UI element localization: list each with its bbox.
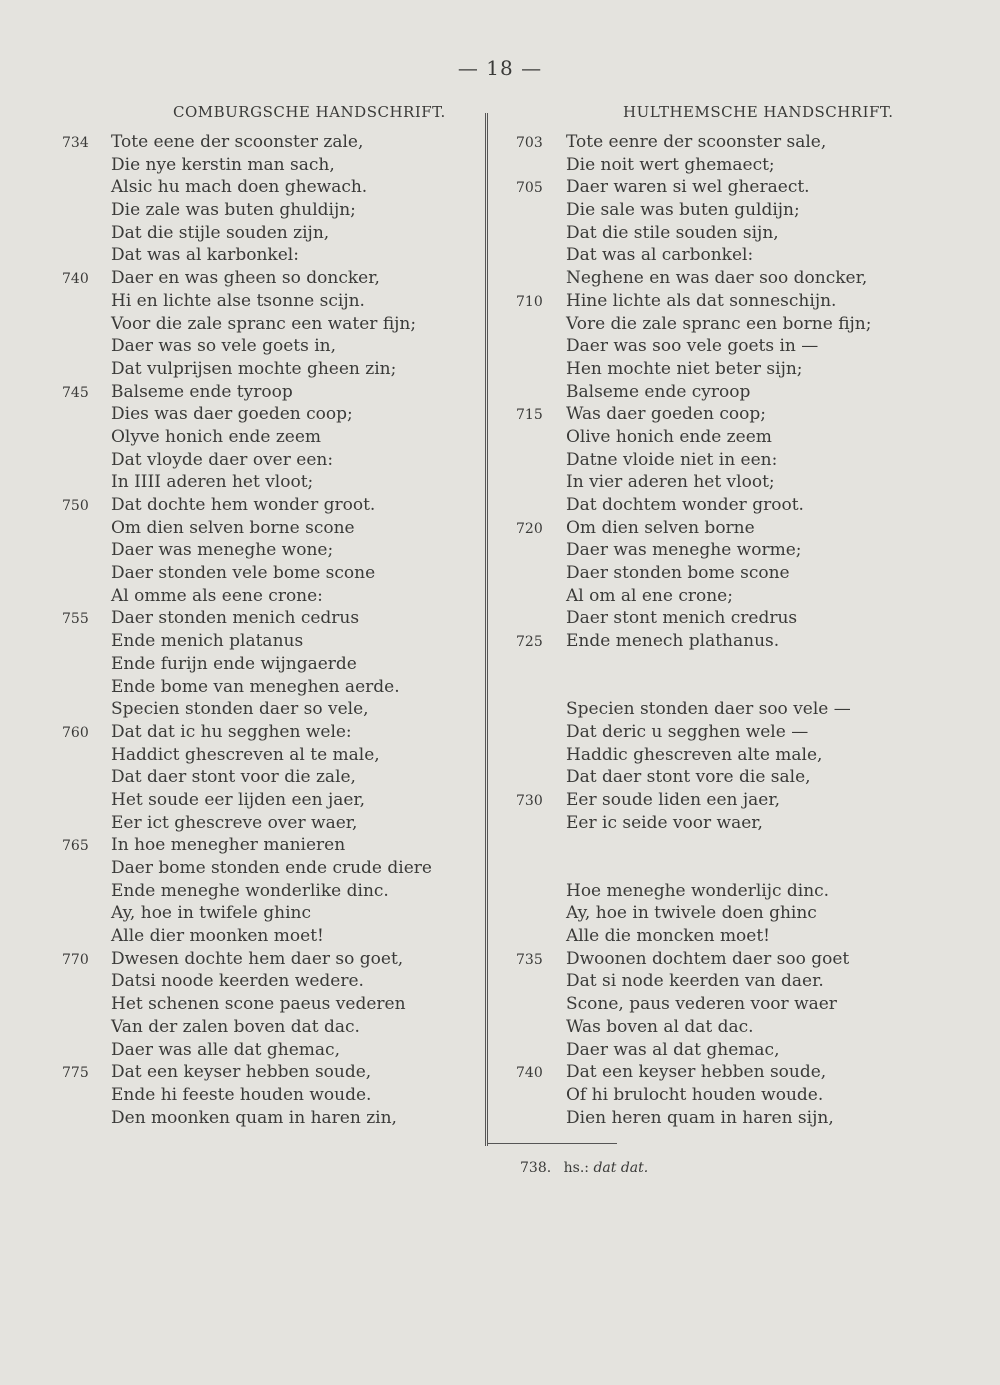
line-number: 725 (516, 634, 543, 651)
verse-line (500, 1107, 1000, 1130)
line-text: Dat daer stont vore die sale, (566, 767, 811, 788)
verse-line (0, 335, 480, 358)
verse-line (500, 948, 1000, 971)
line-text: Dat dat ic hu segghen wele: (111, 721, 352, 742)
verse-line (0, 1061, 480, 1084)
footnote-number: 738. (520, 1160, 552, 1176)
footnote-rule (487, 1143, 617, 1144)
line-text: Dat deric u segghen wele — (566, 721, 809, 742)
verse-line (500, 131, 1000, 154)
verse-line (500, 676, 1000, 699)
verse-line (0, 517, 480, 540)
verse-line (0, 970, 480, 993)
verse-line (0, 993, 480, 1016)
line-text: Ende menech plathanus. (566, 631, 780, 652)
line-text: Ende bome van meneghen aerde. (111, 676, 400, 697)
line-number: 755 (62, 611, 89, 628)
line-text: Die noit wert ghemaect; (566, 154, 775, 175)
line-text: Daer was so vele goets in, (111, 336, 337, 357)
verse-line (0, 222, 480, 245)
verse-line (0, 925, 480, 948)
line-text: Specien stonden daer soo vele — (566, 699, 851, 720)
verse-line (500, 267, 1000, 290)
verse-line (0, 653, 480, 676)
verse-line (0, 539, 480, 562)
line-text: Dat was al carbonkel: (566, 245, 754, 266)
verse-line (0, 902, 480, 925)
verse-line (0, 290, 480, 313)
verse-line (500, 630, 1000, 653)
line-number: 734 (62, 135, 89, 151)
verse-line (0, 1084, 480, 1107)
verse-line (500, 993, 1000, 1016)
line-text: Vore die zale spranc een borne fijn; (566, 313, 872, 334)
line-text: Dwoonen dochtem daer soo goet (566, 948, 850, 969)
line-text: Het schenen scone paeus vederen (111, 994, 406, 1015)
verse-line (0, 267, 480, 290)
verse-line (0, 199, 480, 222)
left-column (0, 131, 480, 1129)
line-number: 715 (516, 407, 543, 424)
verse-line (500, 539, 1000, 562)
footnote (520, 1160, 648, 1176)
verse-line (500, 244, 1000, 267)
verse-line (0, 471, 480, 494)
line-text: Al omme als eene crone: (111, 585, 323, 606)
verse-line (0, 789, 480, 812)
column-divider (485, 113, 488, 1146)
line-text: Dat een keyser hebben soude, (111, 1062, 372, 1083)
line-text: Specien stonden daer so vele, (111, 699, 369, 720)
verse-line (0, 948, 480, 971)
verse-line (500, 222, 1000, 245)
verse-line (500, 585, 1000, 608)
verse-line (500, 925, 1000, 948)
line-text: Dies was daer goeden coop; (111, 404, 353, 425)
line-number: 740 (62, 271, 89, 288)
verse-line (500, 607, 1000, 630)
page-number: — 18 — (457, 56, 543, 80)
line-text: Alsic hu mach doen ghewach. (111, 177, 368, 198)
line-text: Datne vloide niet in een: (566, 449, 778, 470)
verse-line (500, 562, 1000, 585)
line-text: Alle dier moonken moet! (111, 926, 324, 947)
line-text: Dien heren quam in haren sijn, (566, 1107, 834, 1128)
line-text: Die nye kerstin man sach, (111, 154, 335, 175)
line-text: Datsi noode keerden wedere. (111, 971, 364, 992)
line-text: Eer soude liden een jaer, (566, 789, 781, 810)
line-text: Dat die stile souden sijn, (566, 222, 779, 243)
verse-line (500, 902, 1000, 925)
verse-line (0, 834, 480, 857)
line-text: Eer ic seide voor waer, (566, 812, 763, 833)
line-text: Daer was al dat ghemac, (566, 1039, 780, 1060)
line-text: Daer bome stonden ende crude diere (111, 858, 432, 878)
line-text: Was boven al dat dac. (566, 1016, 754, 1037)
line-text: Ende hi feeste houden woude. (111, 1084, 372, 1105)
line-text: Daer was soo vele goets in — (566, 336, 819, 357)
right-column (500, 131, 1000, 1129)
line-text: Tote eene der scoonster zale, (111, 132, 364, 152)
verse-line (500, 426, 1000, 449)
line-text: Ende menich platanus (111, 631, 304, 652)
verse-line (0, 381, 480, 404)
verse-line (500, 812, 1000, 835)
line-text: Ende meneghe wonderlike dinc. (111, 880, 389, 901)
verse-line (500, 698, 1000, 721)
line-text: Of hi brulocht houden woude. (566, 1084, 824, 1105)
line-text: Daer stonden vele bome scone (111, 563, 376, 584)
line-text: Het soude eer lijden een jaer, (111, 789, 366, 810)
line-number: 745 (62, 384, 89, 401)
verse-line (500, 313, 1000, 336)
verse-line (0, 313, 480, 336)
line-text: Dat was al karbonkel: (111, 245, 299, 266)
footnote-label: hs.: (563, 1160, 589, 1176)
line-text: Ende furijn ende wijngaerde (111, 653, 357, 674)
verse-line (500, 744, 1000, 767)
verse-line (0, 880, 480, 903)
line-number: 735 (516, 951, 543, 968)
verse-line (500, 358, 1000, 381)
verse-line (500, 721, 1000, 744)
verse-line (500, 834, 1000, 857)
line-text: Van der zalen boven dat dac. (111, 1016, 360, 1037)
line-text: Dat dochtem wonder groot. (566, 495, 804, 515)
line-text: Eer ict ghescreve over waer, (111, 812, 358, 833)
line-text: Die zale was buten ghuldijn; (111, 200, 356, 221)
line-text: Haddic ghescreven alte male, (566, 744, 823, 765)
line-text: Dat vulprijsen mochte gheen zin; (111, 358, 397, 379)
verse-line (500, 176, 1000, 199)
footnote-text: dat dat. (593, 1160, 649, 1176)
verse-line (0, 607, 480, 630)
line-text: Daer stonden menich cedrus (111, 608, 360, 629)
line-text: Daer stonden bome scone (566, 563, 790, 584)
verse-line (0, 676, 480, 699)
verse-line (500, 653, 1000, 676)
line-text: Scone, paus vederen voor waer (566, 994, 837, 1015)
verse-line (0, 358, 480, 381)
line-text: Dat die stijle souden zijn, (111, 222, 330, 243)
line-number: 720 (516, 520, 543, 537)
line-number: 710 (516, 293, 543, 310)
verse-line (500, 766, 1000, 789)
verse-line (500, 880, 1000, 903)
line-text: Olive honich ende zeem (566, 426, 772, 447)
line-text: Daer was meneghe worme; (566, 540, 802, 561)
line-text: In IIII aderen het vloot; (111, 472, 314, 493)
verse-line (0, 630, 480, 653)
verse-line (500, 1039, 1000, 1062)
verse-line (0, 131, 480, 154)
verse-line (0, 426, 480, 449)
left-column-heading: COMBURGSCHE HANDSCHRIFT. (173, 103, 446, 121)
line-text: Dwesen dochte hem daer so goet, (111, 948, 404, 969)
verse-line (500, 403, 1000, 426)
verse-line (500, 1016, 1000, 1039)
verse-line (0, 721, 480, 744)
line-text: Hine lichte als dat sonneschijn. (566, 290, 837, 311)
verse-line (500, 857, 1000, 880)
line-text: In hoe menegher manieren (111, 835, 346, 856)
line-text: Dat si node keerden van daer. (566, 971, 824, 992)
line-text: Dat daer stont voor die zale, (111, 767, 356, 788)
line-text: Alle die moncken moet! (566, 926, 771, 947)
verse-line (500, 1084, 1000, 1107)
verse-line (0, 154, 480, 177)
line-number: 760 (62, 724, 89, 741)
line-number: 765 (62, 838, 89, 855)
verse-line (0, 403, 480, 426)
verse-line (500, 494, 1000, 517)
verse-line (0, 744, 480, 767)
line-text: Daer en was gheen so doncker, (111, 268, 380, 289)
line-text: In vier aderen het vloot; (566, 472, 775, 493)
line-text: Hen mochte niet beter sijn; (566, 358, 803, 379)
line-text: Ay, hoe in twivele doen ghinc (566, 903, 817, 924)
line-number: 750 (62, 498, 89, 514)
line-number: 770 (62, 951, 89, 968)
verse-line (0, 766, 480, 789)
verse-line (0, 698, 480, 721)
line-text: Neghene en was daer soo doncker, (566, 268, 868, 289)
line-text: Al om al ene crone; (566, 585, 733, 606)
verse-line (0, 857, 480, 880)
line-text: Tote eenre der scoonster sale, (566, 132, 827, 152)
verse-line (0, 176, 480, 199)
verse-line (500, 1061, 1000, 1084)
line-text: Die sale was buten guldijn; (566, 200, 800, 221)
verse-line (0, 244, 480, 267)
verse-line (500, 970, 1000, 993)
verse-line (500, 199, 1000, 222)
line-text: Balseme ende tyroop (111, 381, 293, 402)
line-text: Dat dochte hem wonder groot. (111, 495, 376, 515)
line-text: Om dien selven borne (566, 517, 755, 538)
verse-line (500, 471, 1000, 494)
line-text: Dat vloyde daer over een: (111, 449, 334, 470)
line-number: 705 (516, 180, 543, 197)
line-number: 730 (516, 792, 543, 809)
verse-line (0, 1016, 480, 1039)
line-text: Was daer goeden coop; (566, 404, 766, 425)
line-text: Hi en lichte alse tsonne scijn. (111, 290, 365, 311)
line-text: Daer was meneghe wone; (111, 540, 334, 561)
verse-line (500, 517, 1000, 540)
verse-line (0, 562, 480, 585)
verse-line (0, 1039, 480, 1062)
line-text: Den moonken quam in haren zin, (111, 1107, 397, 1128)
line-text: Balseme ende cyroop (566, 381, 751, 402)
line-text: Ay, hoe in twifele ghinc (111, 903, 311, 924)
verse-line (500, 335, 1000, 358)
line-text: Voor die zale spranc een water fijn; (111, 313, 417, 334)
verse-line (500, 290, 1000, 313)
verse-line (0, 494, 480, 517)
verse-line (0, 585, 480, 608)
verse-line (500, 789, 1000, 812)
line-text: Haddict ghescreven al te male, (111, 744, 380, 765)
line-number: 703 (516, 135, 543, 151)
line-text: Daer waren si wel gheraect. (566, 177, 810, 198)
line-text: Hoe meneghe wonderlijc dinc. (566, 880, 830, 901)
verse-line (0, 449, 480, 472)
verse-line (500, 381, 1000, 404)
line-text: Dat een keyser hebben soude, (566, 1062, 827, 1083)
verse-line (0, 812, 480, 835)
right-column-heading: HULTHEMSCHE HANDSCHRIFT. (623, 103, 894, 121)
line-text: Daer stont menich credrus (566, 608, 798, 629)
line-number: 740 (516, 1065, 543, 1082)
verse-line (0, 1107, 480, 1130)
line-text: Om dien selven borne scone (111, 517, 355, 538)
verse-line (500, 154, 1000, 177)
verse-line (500, 449, 1000, 472)
line-number: 775 (62, 1065, 89, 1082)
line-text: Olyve honich ende zeem (111, 426, 322, 447)
line-text: Daer was alle dat ghemac, (111, 1039, 340, 1060)
